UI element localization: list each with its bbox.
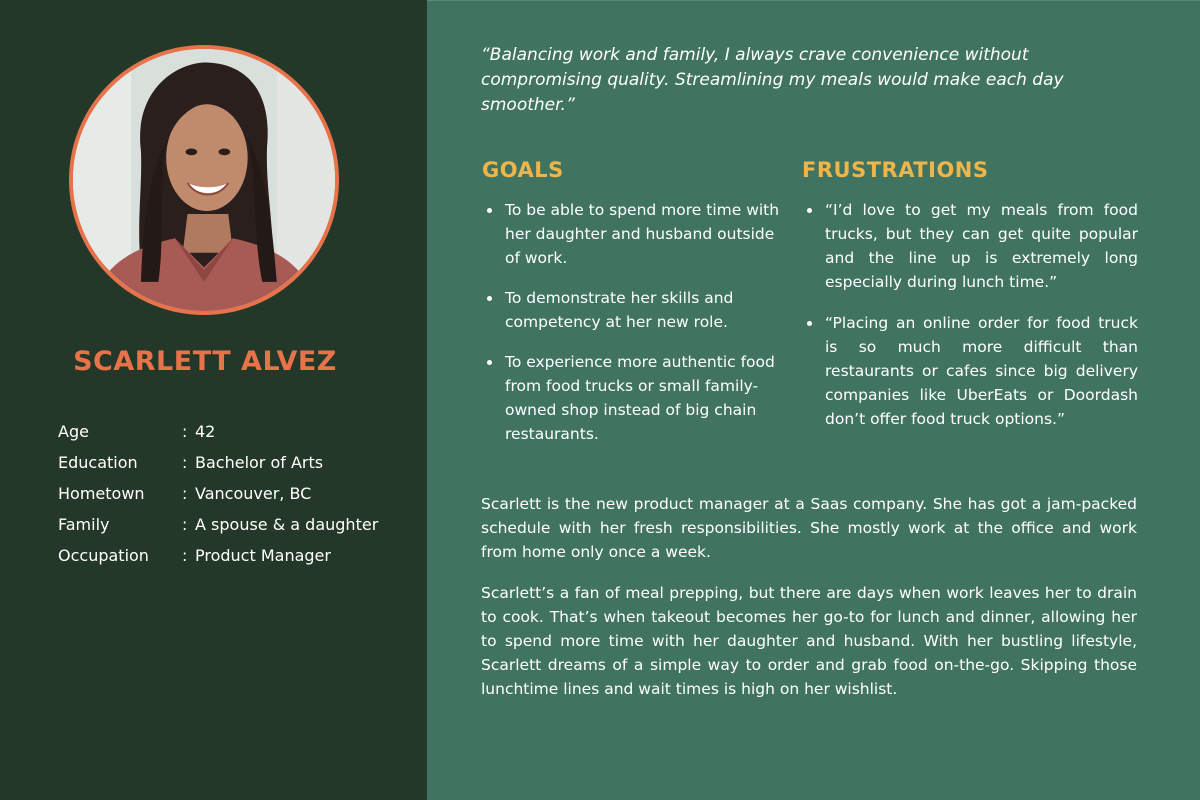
detail-separator: :	[182, 453, 188, 472]
detail-separator: :	[182, 546, 188, 565]
detail-value: Vancouver, BC	[195, 484, 312, 503]
detail-label: Family	[58, 515, 110, 534]
detail-row-age	[58, 416, 418, 447]
goals-list	[482, 198, 782, 462]
detail-row-education	[58, 447, 418, 478]
portrait-image	[73, 49, 335, 311]
detail-value: A spouse & a daughter	[195, 515, 379, 534]
list-item: “Placing an online order for food truck is so much more difficult than restaurants or cafes since big delivery companies like UberEats or Doordash don’t offer food truck options.”	[802, 311, 1138, 431]
detail-value: Product Manager	[195, 546, 331, 565]
persona-quote: “Balancing work and family, I always crave convenience without compromising quality. Streamlining my meals would make each day smoother.”	[481, 45, 1064, 115]
detail-label: Hometown	[58, 484, 145, 503]
detail-separator: :	[182, 422, 188, 441]
bio-paragraph: Scarlett’s a fan of meal prepping, but there are days when work leaves her to drain to cook. That’s when takeout becomes her go-to for lunch and dinner, allowing her to spend more time with her daughter and husband. With her bustling lifestyle, Scarlett dreams of a simple way to order and grab food on-the-go. Skipping those lunchtime lines and wait times is high on her wishlist.	[481, 584, 1137, 698]
avatar	[69, 45, 339, 315]
list-item: “I’d love to get my meals from food trucks, but they can get quite popular and the line up is extremely long especially during lunch time.”	[802, 198, 1138, 294]
detail-value: Bachelor of Arts	[195, 453, 324, 472]
bio-paragraph: Scarlett is the new product manager at a Saas company. She has got a jam-packed schedule with her fresh responsibilities. She mostly work at the office and work from home only once a week.	[481, 495, 1137, 561]
frustrations-heading: FRUSTRATIONS	[802, 158, 989, 182]
profile-panel	[0, 0, 427, 800]
frustrations-list	[802, 198, 1138, 448]
persona-name: SCARLETT ALVEZ	[73, 346, 337, 377]
goals-heading: GOALS	[482, 158, 564, 182]
list-item: To experience more authentic food from food trucks or small family-owned shop instead of big chain restaurants.	[482, 350, 782, 446]
detail-row-family	[58, 509, 418, 540]
list-item: To be able to spend more time with her daughter and husband outside of work.	[482, 198, 782, 270]
detail-label: Education	[58, 453, 138, 472]
detail-label: Age	[58, 422, 89, 441]
detail-separator: :	[182, 484, 188, 503]
detail-row-hometown	[58, 478, 418, 509]
profile-details	[58, 416, 418, 571]
detail-separator: :	[182, 515, 188, 534]
detail-row-occupation	[58, 540, 418, 571]
detail-value: 42	[195, 422, 216, 441]
list-item: To demonstrate her skills and competency at her new role.	[482, 286, 782, 334]
detail-label: Occupation	[58, 546, 149, 565]
